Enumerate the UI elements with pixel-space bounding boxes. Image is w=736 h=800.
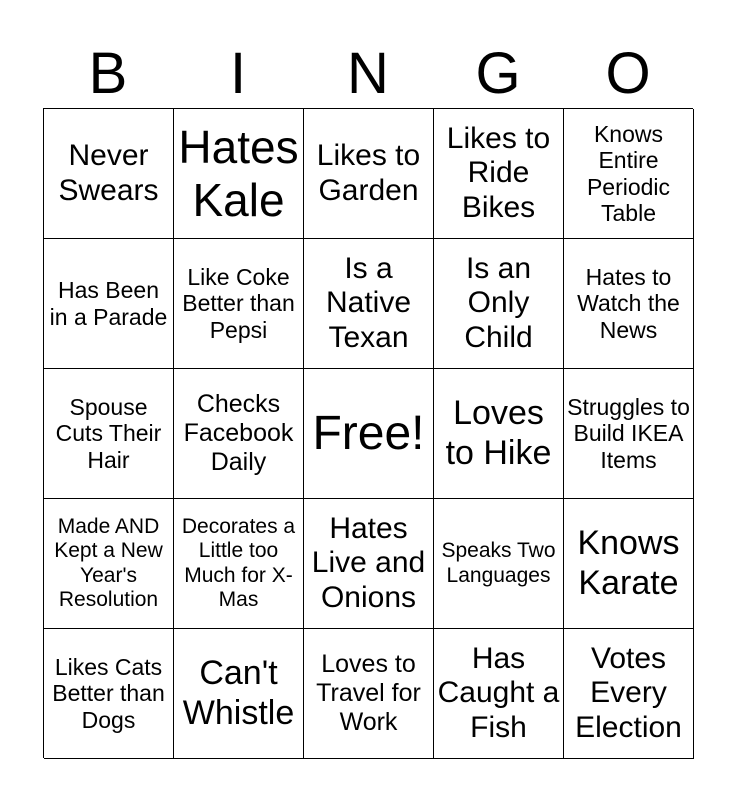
- cell-text: Spouse Cuts Their Hair: [55, 393, 162, 473]
- header-letter-i: I: [229, 41, 247, 106]
- cell-text: Likes to Ride Bikes: [446, 121, 551, 224]
- bingo-cell[interactable]: [174, 629, 304, 759]
- bingo-cell[interactable]: [44, 629, 174, 759]
- bingo-cell[interactable]: [44, 499, 174, 629]
- cell-text: Is a Native Texan: [325, 251, 412, 354]
- cell-text: Votes Every Election: [575, 641, 682, 744]
- bingo-cell[interactable]: [564, 109, 694, 239]
- cell-text: Knows Karate: [577, 524, 680, 602]
- cell-text: Has Been in a Parade: [49, 277, 168, 330]
- header-letter-o: O: [605, 41, 651, 106]
- bingo-cell[interactable]: [304, 499, 434, 629]
- bingo-cell[interactable]: [174, 499, 304, 629]
- cell-text: Loves to Travel for Work: [316, 650, 421, 736]
- bingo-cell[interactable]: [564, 239, 694, 369]
- bingo-grid: [43, 108, 693, 758]
- bingo-cell[interactable]: [44, 369, 174, 499]
- cell-text: Hates Live and Onions: [311, 511, 426, 614]
- bingo-cell[interactable]: [434, 109, 564, 239]
- bingo-cell[interactable]: [564, 629, 694, 759]
- cell-text: Has Caught a Fish: [437, 641, 560, 744]
- free-space[interactable]: [304, 369, 434, 499]
- cell-text: Never Swears: [58, 139, 159, 207]
- cell-text: Can't Whistle: [182, 654, 295, 732]
- cell-text: Hates Kale: [178, 120, 299, 226]
- cell-text: Speaks Two Languages: [441, 539, 556, 587]
- bingo-cell[interactable]: [174, 239, 304, 369]
- bingo-cell[interactable]: [174, 109, 304, 239]
- cell-text: Knows Entire Periodic Table: [586, 120, 671, 226]
- cell-text: Likes Cats Better than Dogs: [52, 653, 165, 733]
- cell-text: Struggles to Build IKEA Items: [567, 393, 690, 473]
- bingo-cell[interactable]: [564, 499, 694, 629]
- bingo-cell[interactable]: [304, 629, 434, 759]
- bingo-cell[interactable]: [564, 369, 694, 499]
- bingo-cell[interactable]: [304, 109, 434, 239]
- bingo-cell[interactable]: [44, 109, 174, 239]
- free-text: Free!: [312, 406, 425, 460]
- bingo-cell[interactable]: [434, 369, 564, 499]
- cell-text: Checks Facebook Daily: [183, 390, 294, 476]
- bingo-header: [43, 42, 693, 106]
- header-letter-g: G: [475, 41, 521, 106]
- bingo-cell[interactable]: [434, 239, 564, 369]
- header-letter-n: N: [347, 41, 389, 106]
- cell-text: Loves to Hike: [445, 394, 552, 472]
- header-letter-b: B: [88, 41, 128, 106]
- cell-text: Is an Only Child: [464, 251, 533, 354]
- bingo-cell[interactable]: [174, 369, 304, 499]
- bingo-cell[interactable]: [304, 239, 434, 369]
- bingo-cell[interactable]: [44, 239, 174, 369]
- bingo-cell[interactable]: [434, 499, 564, 629]
- cell-text: Likes to Garden: [316, 139, 421, 207]
- cell-text: Made AND Kept a New Year's Resolution: [54, 515, 163, 611]
- cell-text: Hates to Watch the News: [577, 263, 680, 343]
- bingo-cell[interactable]: [434, 629, 564, 759]
- cell-text: Decorates a Little too Much for X-Mas: [181, 515, 296, 611]
- cell-text: Like Coke Better than Pepsi: [182, 263, 295, 343]
